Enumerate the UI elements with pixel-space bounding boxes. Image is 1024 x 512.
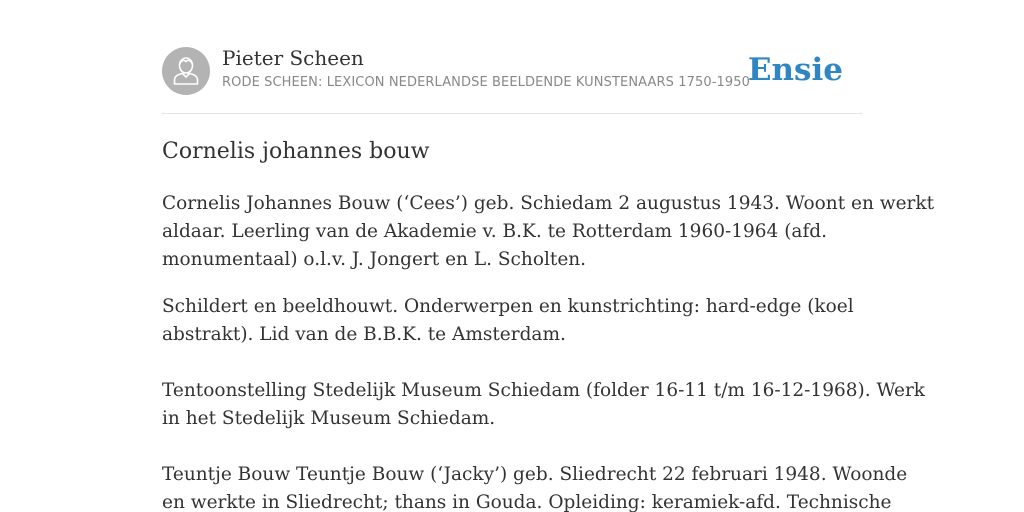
article-body [162, 190, 935, 512]
author-avatar[interactable] [162, 47, 210, 95]
source-title[interactable]: RODE SCHEEN: LEXICON NEDERLANDSE BEELDENDE KUNSTENAARS 1750-1950 [222, 75, 750, 90]
article-header [162, 46, 862, 96]
author-name[interactable]: Pieter Scheen [222, 46, 364, 70]
paragraph-line: en werkte in Sliedrecht; thans in Gouda. Opleiding: keramiek-afd. Technische [162, 492, 892, 512]
paragraph-line: Schildert en beeldhouwt. Onderwerpen en kunstrichting: hard-edge (koel [162, 296, 854, 317]
paragraph-line: in het Stedelijk Museum Schiedam. [162, 408, 496, 429]
article-title: Cornelis johannes bouw [162, 139, 430, 164]
header-divider [162, 113, 862, 114]
paragraph-line: Tentoonstelling Stedelijk Museum Schiedam (folder 16-11 t/m 16-12-1968). Werk [162, 380, 925, 401]
paragraph-4 [162, 461, 908, 512]
paragraph-line: Teuntje Bouw Teuntje Bouw (‘Jacky’) geb. Sliedrecht 22 februari 1948. Woonde [162, 464, 908, 485]
user-placeholder-icon [162, 47, 210, 95]
paragraph-1 [162, 190, 935, 274]
paragraph-line: monumentaal) o.l.v. J. Jongert en L. Scholten. [162, 249, 587, 270]
paragraph-line: Cornelis Johannes Bouw (‘Cees’) geb. Schiedam 2 augustus 1943. Woont en werkt [162, 193, 935, 214]
ensie-logo[interactable]: Ensie [747, 52, 843, 88]
paragraph-2 [162, 293, 862, 349]
paragraph-line: aldaar. Leerling van de Akademie v. B.K. te Rotterdam 1960-1964 (afd. [162, 221, 828, 242]
paragraph-line: abstrakt). Lid van de B.B.K. te Amsterdam. [162, 324, 566, 345]
paragraph-3 [162, 377, 925, 433]
